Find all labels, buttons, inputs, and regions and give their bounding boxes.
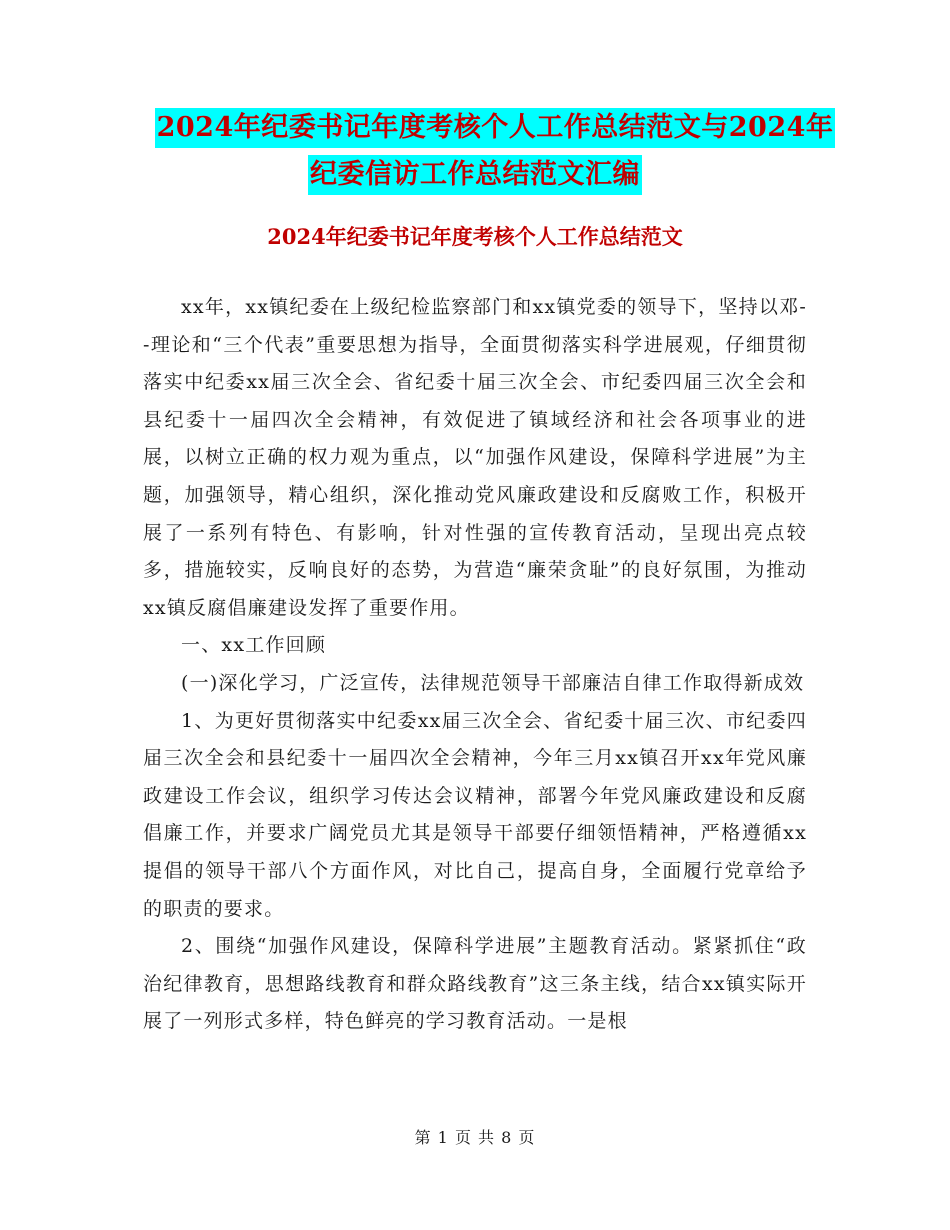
title-line-2: 纪委信访工作总结范文汇编 (308, 155, 642, 195)
document-title (0, 108, 950, 195)
title-line-1: 2024年纪委书记年度考核个人工作总结范文与2024年 (155, 108, 836, 148)
subheading-study: (一)深化学习，广泛宣传，法律规范领导干部廉洁自律工作取得新成效 (181, 671, 805, 694)
heading-work-review: 一、xx工作回顾 (181, 634, 327, 657)
document-body (143, 289, 807, 1041)
page-number-footer: 第 1 页 共 8 页 (414, 1128, 536, 1147)
paragraph-intro: xx年，xx镇纪委在上级纪检监察部门和xx镇党委的领导下，坚持以邓--理论和“三个代表”重要思想为指导，全面贯彻落实科学进展观，仔细贯彻落实中纪委xx届三次全会、省纪委十届三次全会、市纪委四届三次全会和县纪委十一届四次全会精神，有效促进了镇域经济和社会各项事业的进展，以树立正确的权力观为重点，以“加强作风建设，保障科学进展”为主题，加强领导，精心组织，深化推动党风廉政建设和反腐败工作，积极开展了一系列有特色、有影响，针对性强的宣传教育活动，呈现出亮点较多，措施较实，反响良好的态势，为营造“廉荣贪耻”的良好氛围，为推动xx镇反腐倡廉建设发挥了重要作用。 (143, 296, 807, 619)
paragraph-item-1: 1、为更好贯彻落实中纪委xx届三次全会、省纪委十届三次、市纪委四届三次全会和县纪委十一届四次全会精神，今年三月xx镇召开xx年党风廉政建设工作会议，组织学习传达会议精神，部署今年党风廉政建设和反腐倡廉工作，并要求广阔党员尤其是领导干部要仔细领悟精神，严格遵循xx提倡的领导干部八个方面作风，对比自己，提高自身，全面履行党章给予的职责的要求。 (143, 709, 807, 920)
paragraph-item-2: 2、围绕“加强作风建设，保障科学进展”主题教育活动。紧紧抓住“政治纪律教育，思想路线教育和群众路线教育”这三条主线，结合xx镇实际开展了一列形式多样，特色鲜亮的学习教育活动。一是根 (143, 935, 807, 1033)
section-heading: 2024年纪委书记年度考核个人工作总结范文 (267, 224, 683, 249)
